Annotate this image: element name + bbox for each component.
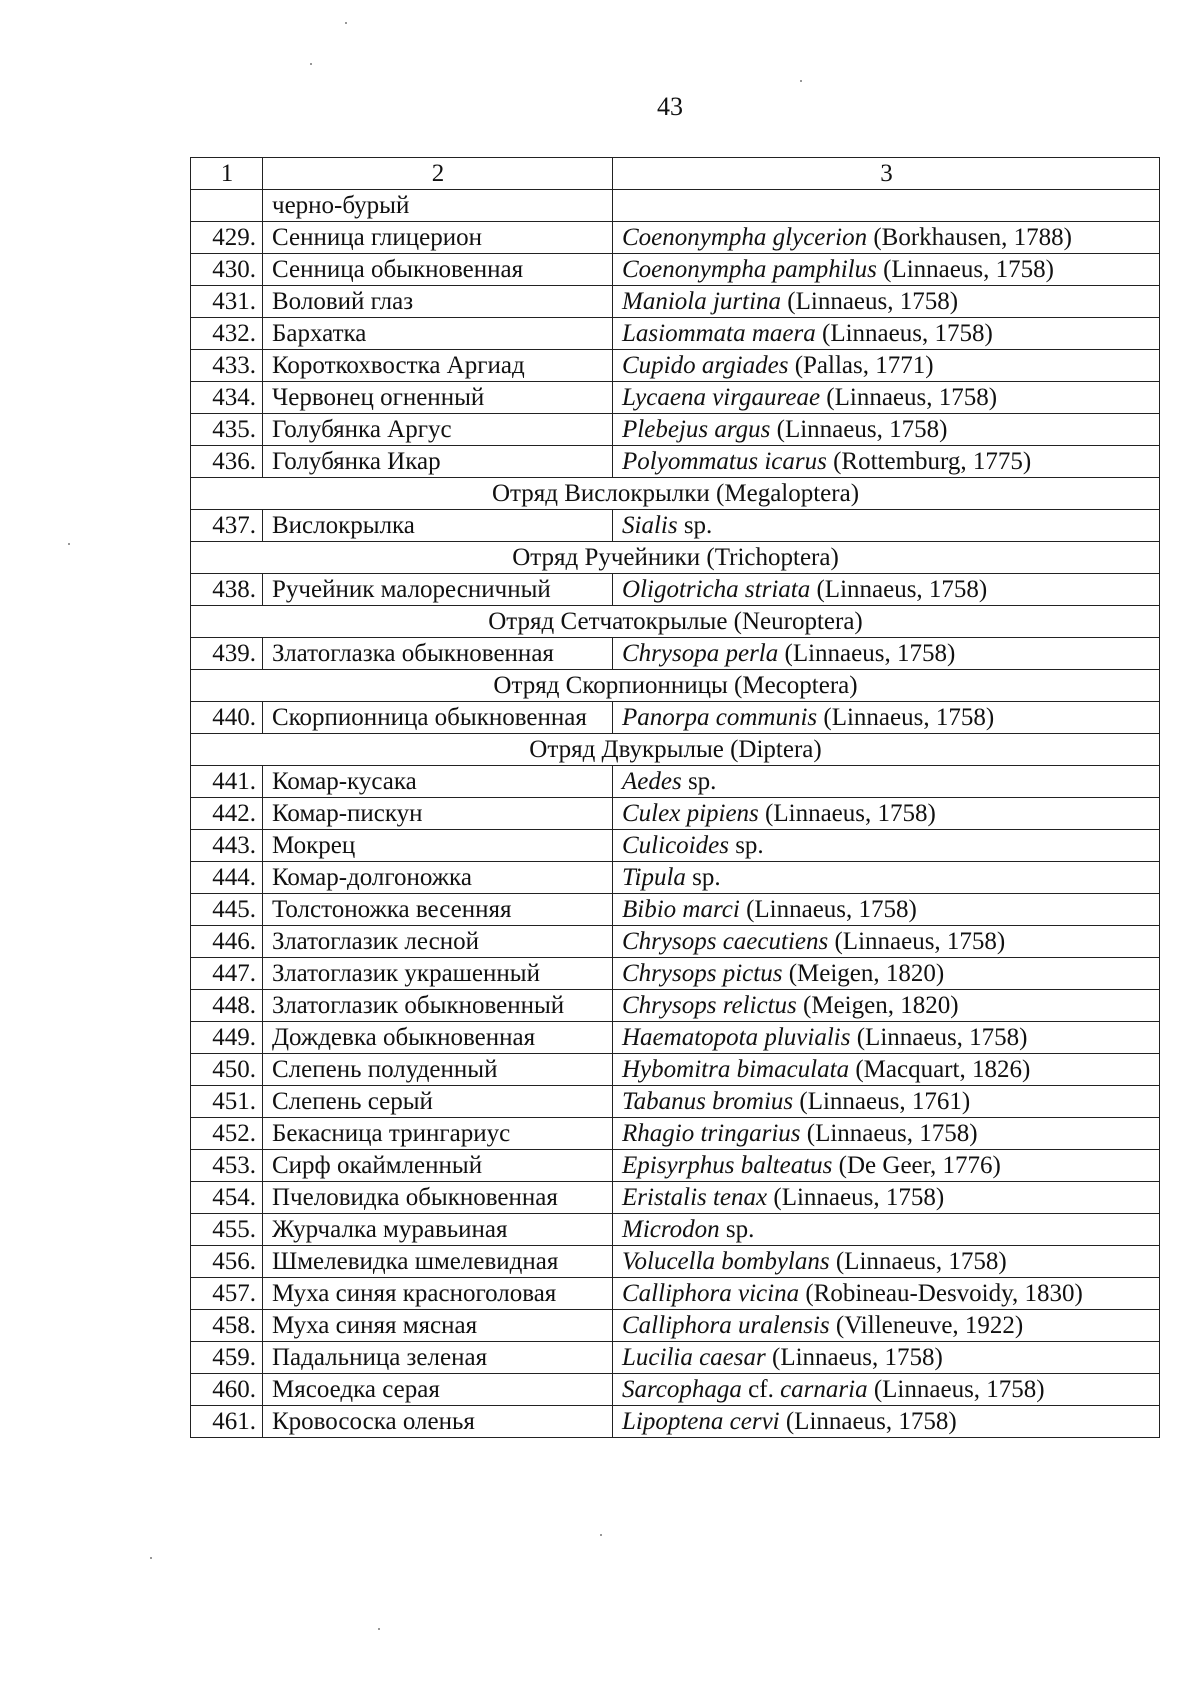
authority: (Robineau-Desvoidy, 1830) [799, 1280, 1083, 1307]
latin-name: Hybomitra bimaculata [622, 1056, 850, 1083]
species-row [191, 382, 1160, 414]
species-number: 441. [191, 766, 263, 798]
authority: (Macquart, 1826) [849, 1056, 1031, 1083]
authority: sp. [719, 1216, 755, 1243]
common-name: Муха синяя мясная [263, 1310, 613, 1342]
species-number: 457. [191, 1278, 263, 1310]
authority: (Linnaeus, 1758) [867, 1376, 1045, 1403]
species-row [191, 446, 1160, 478]
species-number: 458. [191, 1310, 263, 1342]
scientific-name-cell [613, 830, 1160, 862]
latin-name: Culicoides [622, 832, 729, 859]
scientific-name-cell [613, 414, 1160, 446]
common-name: Кровососка оленья [263, 1406, 613, 1438]
latin-name: Coenonympha pamphilus [622, 256, 877, 283]
latin-name: Chrysops caecutiens [622, 928, 829, 955]
scan-speck [345, 22, 347, 24]
species-number: 433. [191, 350, 263, 382]
species-number: 440. [191, 702, 263, 734]
species-row [191, 1374, 1160, 1406]
latin-name: Tipula [622, 864, 686, 891]
scientific-name-cell [613, 286, 1160, 318]
species-row [191, 1182, 1160, 1214]
scientific-name-cell [613, 1406, 1160, 1438]
common-name: Скорпионница обыкновенная [263, 702, 613, 734]
scientific-name-cell [613, 1150, 1160, 1182]
common-name: Златоглазик украшенный [263, 958, 613, 990]
scientific-name-cell [613, 638, 1160, 670]
species-row [191, 638, 1160, 670]
authority: (Linnaeus, 1758) [781, 288, 959, 315]
common-name: Бархатка [263, 318, 613, 350]
latin-name: Haematopota pluvialis [622, 1024, 851, 1051]
latin-name: Episyrphus balteatus [622, 1152, 833, 1179]
page-number: 43 [657, 92, 683, 121]
species-number: 435. [191, 414, 263, 446]
scientific-name-cell [613, 1118, 1160, 1150]
scientific-name-cell [613, 350, 1160, 382]
species-row [191, 862, 1160, 894]
species-number: 447. [191, 958, 263, 990]
common-name: Сирф окаймленный [263, 1150, 613, 1182]
common-name: Сенница обыкновенная [263, 254, 613, 286]
latin-name: Lucilia caesar [622, 1344, 766, 1371]
latin-name: Chrysops relictus [622, 992, 797, 1019]
latin-name: Culex pipiens [622, 800, 759, 827]
common-name: Мокрец [263, 830, 613, 862]
authority: (Meigen, 1820) [782, 960, 945, 987]
species-number: 452. [191, 1118, 263, 1150]
latin-name: Eristalis tenax [622, 1184, 768, 1211]
order-group-label: Отряд Двукрылые (Diptera) [191, 734, 1160, 766]
species-number: 445. [191, 894, 263, 926]
scan-speck [800, 80, 802, 82]
order-group-row [191, 542, 1160, 574]
order-group-row [191, 734, 1160, 766]
scientific-name-cell [613, 1278, 1160, 1310]
latin-name: Tabanus bromius [622, 1088, 794, 1115]
common-name: Шмелевидка шмелевидная [263, 1246, 613, 1278]
authority: sp. [728, 832, 764, 859]
common-name: Дождевка обыкновенная [263, 1022, 613, 1054]
common-name: Воловий глаз [263, 286, 613, 318]
scientific-name-cell [613, 926, 1160, 958]
species-number: 432. [191, 318, 263, 350]
latin-name: Chrysops pictus [622, 960, 783, 987]
authority: (Linnaeus, 1758) [828, 928, 1006, 955]
scan-speck [310, 63, 312, 65]
common-name: Вислокрылка [263, 510, 613, 542]
scientific-name-cell [613, 1086, 1160, 1118]
species-table-body [191, 158, 1160, 1438]
scientific-name-cell [613, 990, 1160, 1022]
species-number: 443. [191, 830, 263, 862]
latin-name: Maniola jurtina [622, 288, 782, 315]
latin-name: Coenonympha glycerion [622, 224, 868, 251]
common-name: Златоглазик лесной [263, 926, 613, 958]
species-number: 450. [191, 1054, 263, 1086]
common-name: Пчеловидка обыкновенная [263, 1182, 613, 1214]
species-number: 430. [191, 254, 263, 286]
common-name: Сенница глицерион [263, 222, 613, 254]
latin-name: Calliphora uralensis [622, 1312, 830, 1339]
species-number: 448. [191, 990, 263, 1022]
species-number: 459. [191, 1342, 263, 1374]
latin-name: Rhagio tringarius [622, 1120, 801, 1147]
authority: (Linnaeus, 1758) [817, 704, 995, 731]
common-name: Короткохвостка Аргиад [263, 350, 613, 382]
scientific-name-cell [613, 222, 1160, 254]
authority: sp. [681, 768, 717, 795]
species-table [190, 157, 1160, 1438]
species-row [191, 1150, 1160, 1182]
authority: (Linnaeus, 1758) [829, 1248, 1007, 1275]
common-name: Журчалка муравьиная [263, 1214, 613, 1246]
order-group-row [191, 670, 1160, 702]
order-group-row [191, 478, 1160, 510]
latin-name: Oligotricha striata [622, 576, 811, 603]
species-number [191, 190, 263, 222]
authority: (Linnaeus, 1761) [793, 1088, 971, 1115]
species-row [191, 286, 1160, 318]
authority: (Linnaeus, 1758) [810, 576, 988, 603]
species-row [191, 1278, 1160, 1310]
species-row [191, 830, 1160, 862]
species-row [191, 702, 1160, 734]
authority: (Linnaeus, 1758) [739, 896, 917, 923]
species-number: 460. [191, 1374, 263, 1406]
latin-name: Volucella bombylans [622, 1248, 830, 1275]
latin-name: Bibio marci [622, 896, 740, 923]
species-number: 461. [191, 1406, 263, 1438]
scientific-name-cell [613, 702, 1160, 734]
authority: (Linnaeus, 1758) [800, 1120, 978, 1147]
species-row [191, 1214, 1160, 1246]
header-col-3: 3 [613, 158, 1160, 190]
scientific-name-cell [613, 798, 1160, 830]
authority: (Linnaeus, 1758) [850, 1024, 1028, 1051]
species-row [191, 350, 1160, 382]
authority: (Villeneuve, 1922) [829, 1312, 1024, 1339]
scientific-name-cell [613, 958, 1160, 990]
common-name: черно-бурый [263, 190, 613, 222]
latin-name: Lycaena virgaureae [622, 384, 821, 411]
scientific-name-cell [613, 1374, 1160, 1406]
order-group-label: Отряд Ручейники (Trichoptera) [191, 542, 1160, 574]
common-name: Толстоножка весенняя [263, 894, 613, 926]
common-name: Падальница зеленая [263, 1342, 613, 1374]
scientific-name-cell [613, 382, 1160, 414]
scientific-name-cell [613, 574, 1160, 606]
scientific-name-cell [613, 766, 1160, 798]
authority: sp. [677, 512, 713, 539]
common-name: Голубянка Икар [263, 446, 613, 478]
species-number: 438. [191, 574, 263, 606]
scientific-name-cell [613, 318, 1160, 350]
scientific-name-cell [613, 1310, 1160, 1342]
authority: (De Geer, 1776) [832, 1152, 1001, 1179]
common-name: Златоглазка обыкновенная [263, 638, 613, 670]
scan-speck [600, 1534, 602, 1536]
species-number: 449. [191, 1022, 263, 1054]
species-number: 434. [191, 382, 263, 414]
latin-name: Cupido argiades [622, 352, 789, 379]
latin-name: Sarcophaga [622, 1376, 742, 1403]
species-number: 431. [191, 286, 263, 318]
authority: (Linnaeus, 1758) [758, 800, 936, 827]
authority: (Rottemburg, 1775) [826, 448, 1032, 475]
species-number: 437. [191, 510, 263, 542]
common-name: Муха синяя красноголовая [263, 1278, 613, 1310]
species-row [191, 414, 1160, 446]
common-name: Златоглазик обыкновенный [263, 990, 613, 1022]
order-group-row [191, 606, 1160, 638]
species-number: 451. [191, 1086, 263, 1118]
common-name: Червонец огненный [263, 382, 613, 414]
species-row [191, 894, 1160, 926]
latin-name: Microdon [622, 1216, 720, 1243]
species-row [191, 190, 1160, 222]
species-row [191, 1022, 1160, 1054]
header-row [191, 158, 1160, 190]
scientific-name-cell [613, 1214, 1160, 1246]
species-number: 453. [191, 1150, 263, 1182]
common-name: Комар-пискун [263, 798, 613, 830]
species-number: 436. [191, 446, 263, 478]
latin-name: Aedes [622, 768, 682, 795]
authority: cf. [741, 1376, 781, 1403]
species-row [191, 574, 1160, 606]
authority: (Linnaeus, 1758) [779, 1408, 957, 1435]
species-row [191, 1342, 1160, 1374]
authority: (Pallas, 1771) [788, 352, 934, 379]
scientific-name-cell [613, 1246, 1160, 1278]
common-name: Ручейник малоресничный [263, 574, 613, 606]
header-col-2: 2 [263, 158, 613, 190]
latin-name: Calliphora vicina [622, 1280, 800, 1307]
species-number: 439. [191, 638, 263, 670]
order-group-label: Отряд Сетчатокрылые (Neuroptera) [191, 606, 1160, 638]
species-row [191, 1406, 1160, 1438]
latin-name: Lasiommata maera [622, 320, 816, 347]
scientific-name-cell [613, 1054, 1160, 1086]
scientific-name-cell [613, 190, 1160, 222]
species-row [191, 1118, 1160, 1150]
scientific-name-cell [613, 510, 1160, 542]
authority: (Linnaeus, 1758) [767, 1184, 945, 1211]
scientific-name-cell [613, 446, 1160, 478]
latin-name: Chrysopa perla [622, 640, 779, 667]
scientific-name-cell [613, 862, 1160, 894]
species-number: 456. [191, 1246, 263, 1278]
species-number: 446. [191, 926, 263, 958]
species-row [191, 1246, 1160, 1278]
species-row [191, 990, 1160, 1022]
common-name: Комар-кусака [263, 766, 613, 798]
scan-speck [150, 1557, 152, 1559]
species-row [191, 926, 1160, 958]
species-row [191, 222, 1160, 254]
species-row [191, 254, 1160, 286]
common-name: Слепень серый [263, 1086, 613, 1118]
authority: (Linnaeus, 1758) [876, 256, 1054, 283]
authority: (Linnaeus, 1758) [815, 320, 993, 347]
latin-name: Lipoptena cervi [622, 1408, 780, 1435]
order-group-label: Отряд Скорпионницы (Mecoptera) [191, 670, 1160, 702]
common-name: Голубянка Аргус [263, 414, 613, 446]
common-name: Бекасница трингариус [263, 1118, 613, 1150]
common-name: Комар-долгоножка [263, 862, 613, 894]
species-number: 454. [191, 1182, 263, 1214]
species-row [191, 1086, 1160, 1118]
authority: (Linnaeus, 1758) [778, 640, 956, 667]
species-row [191, 510, 1160, 542]
authority: (Meigen, 1820) [796, 992, 959, 1019]
species-number: 442. [191, 798, 263, 830]
scientific-name-cell [613, 254, 1160, 286]
common-name: Слепень полуденный [263, 1054, 613, 1086]
species-row [191, 766, 1160, 798]
species-number: 444. [191, 862, 263, 894]
authority: (Linnaeus, 1758) [770, 416, 948, 443]
latin-name: Polyommatus icarus [622, 448, 827, 475]
latin-name: Sialis [622, 512, 678, 539]
species-number: 455. [191, 1214, 263, 1246]
scientific-name-cell [613, 1342, 1160, 1374]
species-row [191, 318, 1160, 350]
common-name: Мясоедка серая [263, 1374, 613, 1406]
species-row [191, 798, 1160, 830]
latin-name: carnaria [780, 1376, 868, 1403]
order-group-label: Отряд Вислокрылки (Megaloptera) [191, 478, 1160, 510]
scan-speck [68, 543, 70, 545]
species-row [191, 1310, 1160, 1342]
authority: sp. [685, 864, 721, 891]
latin-name: Panorpa communis [622, 704, 818, 731]
authority: (Linnaeus, 1758) [820, 384, 998, 411]
scientific-name-cell [613, 894, 1160, 926]
latin-name: Plebejus argus [622, 416, 771, 443]
scientific-name-cell [613, 1182, 1160, 1214]
scientific-name-cell [613, 1022, 1160, 1054]
species-row [191, 1054, 1160, 1086]
species-number: 429. [191, 222, 263, 254]
species-row [191, 958, 1160, 990]
authority: (Borkhausen, 1788) [867, 224, 1072, 251]
authority: (Linnaeus, 1758) [765, 1344, 943, 1371]
scan-speck [378, 1628, 380, 1630]
header-col-1: 1 [191, 158, 263, 190]
